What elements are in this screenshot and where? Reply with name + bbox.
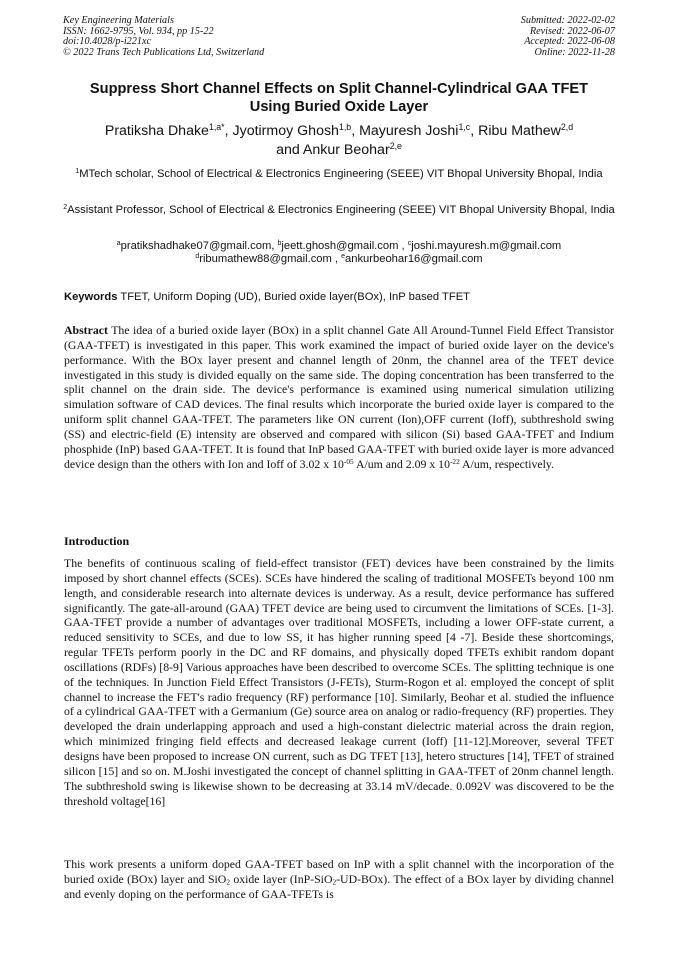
issn-volume: ISSN: 1662-9795, Vol. 934, pp 15-22: [63, 25, 214, 37]
email-line-1: [40, 240, 638, 253]
author-name: Ribu Mathew: [478, 123, 561, 139]
author-separator: ,: [470, 123, 479, 139]
affiliation-1: [60, 167, 618, 181]
journal-name: Key Engineering Materials: [63, 15, 174, 26]
abstract-text: A/um and 2.09 x 10: [353, 456, 450, 471]
introduction-paragraph-2: [64, 857, 614, 902]
paper-title-line-2: Using Buried Oxide Layer: [249, 99, 429, 115]
revised-date: Revised: 2022-06-07: [529, 25, 615, 37]
paragraph-text: This work presents a uniform doped GAA-TFET based on InP with a split channel with the incorporation of the buried oxide (BOx) layer and SiO: [64, 857, 614, 886]
author-name: Mayuresh Joshi: [359, 123, 459, 139]
email-marker: c: [407, 240, 412, 248]
doi: doi:10.4028/p-i221xc: [63, 36, 151, 48]
affiliation-text: MTech scholar, School of Electrical & Electronics Engineering (SEEE) VIT Bhopal University Bhopal, India: [79, 168, 603, 180]
keywords-text: TFET, Uniform Doping (UD), Buried oxide layer(BOx), InP based TFET: [120, 291, 470, 303]
journal-header-left: [63, 16, 264, 58]
exponent: -05: [343, 456, 354, 466]
email-address: ankurbeohar16@gmail.com: [345, 253, 483, 265]
section-heading-introduction: Introduction: [64, 534, 130, 548]
author-affiliation-marker: 2,e: [389, 141, 402, 152]
author-name: Jyotirmoy Ghosh: [232, 123, 339, 139]
email-marker: a: [116, 240, 121, 248]
copyright: © 2022 Trans Tech Publications Ltd, Switzerland: [63, 46, 265, 58]
introduction-paragraph-1: The benefits of continuous scaling of field-effect transistor (FET) devices have been constrained by the limits imposed by short channel effects (SCEs). SCEs have hindered the scaling of traditional MOSFETs beyond 100 nm length, and considerable research into alternate devices is underway. As a result, device performance has suffered significantly. The gate-all-around (GAA) TFET device are being used to circumvent the limitations of SCEs. [1-3]. GAA-TFET provide a number of advantages over traditional MOSFETs, including a lower OFF-state current, a reduced sensitivity to SCEs, and due to low SS, it has higher running speed [4 -7]. Beside these shortcomings, regular TFETs perform poorly in the DC and RF domains, and physically doped TFETs exhibit random dopant oscillations (RDFs) [8-9] Various approaches have been described to overcome SCEs. The splitting technique is one of the techniques. In Junction Field Effect Transistors (J-FETs), Sturm-Rogon et al. employed the concept of split channel to increase the FET's radio frequency (RF) performance [10]. Similarly, Beohar et al. studied the influence of a cylindrical GAA-TFET with a Germanium (Ge) source area on analog or radio-frequency (RF) properties. They developed the drain underlapping approach and used a high-constant dielectric material across the drain region, which minimized fringing field effects and decreased leakage current (Ioff) [11-12].Moreover, several TFET designs have been proposed to increase ON current, such as DG TFET [13], hetero structures [14], TFET of strained silicon [15] and so on. M.Joshi investigated the concept of channel splitting in GAA-TFET of 20nm channel length. The subthreshold swing is likewise shown to be decreasing at 33.14 mV/decade. 0.092V was discovered to be the threshold voltage[16]: [64, 556, 614, 808]
author-name: Pratiksha Dhake: [104, 123, 209, 139]
author-conjunction: and: [276, 142, 303, 158]
author-list: [40, 122, 638, 160]
affiliation-marker: 2: [63, 204, 68, 212]
keywords: [64, 290, 614, 304]
abstract-text: The idea of a buried oxide layer (BOx) in a split channel Gate All Around-Tunnel Field Effect Transistor (GAA-TFET) is investigated in this paper. This work examined the impact of buried oxide layer on the device's performance. With the BOx layer present and channel length of 20nm, the channel area of the TFET device investigated in this study is divided equally on the same side. The doping concentration has been transferred to the split channel on the drain side. The device's performance is examined using numerical simulation utilizing simulation software of CAD devices. The final results which incorporate the buried oxide layer is compared to the uniform split channel GAA-TFET. The parameters like ON current (Ion),OFF current (Ioff), subthreshold swing (SS) and electric-field (E) intensity are observed and compared with silicon (Si) based GAA-TFET and Indium phosphide (InP) based GAA-TFET. It is found that InP based GAA-TFET with buried oxide layer is more advanced device design than the others with Ion and Ioff of 3.02 x 10: [64, 323, 614, 471]
author-separator: ,: [224, 123, 233, 139]
email-marker: d: [195, 253, 200, 261]
subscript: 2: [226, 877, 230, 887]
abstract: [64, 323, 614, 471]
journal-header-right: [521, 16, 615, 58]
email-marker: b: [277, 240, 282, 248]
author-separator: ,: [351, 123, 360, 139]
email-line-2: [40, 253, 638, 266]
affiliation-2: [60, 203, 618, 217]
paper-title: [40, 80, 638, 116]
affiliation-marker: 1: [75, 168, 80, 176]
paper-title-line-1: Suppress Short Channel Effects on Split Channel-Cylindrical GAA TFET: [89, 81, 589, 97]
paragraph-text: oxide layer (InP-SiO: [229, 871, 333, 886]
author-emails: [40, 240, 638, 266]
email-address: joshi.mayuresh.m@gmail.com: [411, 240, 562, 252]
author-affiliation-marker: 1,a*: [208, 122, 225, 133]
keywords-label: Keywords: [64, 291, 118, 303]
submitted-date: Submitted: 2022-02-02: [520, 15, 615, 26]
author-affiliation-marker: 1,c: [458, 122, 471, 133]
accepted-date: Accepted: 2022-06-08: [524, 36, 615, 48]
online-date: Online: 2022-11-28: [534, 46, 615, 58]
email-address: ribumathew88@gmail.com ,: [199, 253, 342, 265]
author-affiliation-marker: 2,d: [560, 122, 574, 133]
affiliation-text: Assistant Professor, School of Electrical & Electronics Engineering (SEEE) VIT Bhopal University Bhopal, India: [67, 204, 615, 216]
subscript: 2: [332, 877, 337, 887]
email-address: jeett.ghosh@gmail.com ,: [281, 240, 405, 252]
abstract-label: Abstract: [64, 323, 108, 337]
exponent: -22: [449, 456, 460, 466]
author-name: Ankur Beohar: [302, 142, 390, 158]
email-marker: e: [341, 253, 346, 261]
email-address: pratikshadhake07@gmail.com,: [120, 240, 278, 252]
paragraph-text: -UD-BOx). The effect of a BOx layer by dividing channel and evenly doping on the performance of GAA-TFETs is: [64, 871, 614, 901]
abstract-text: A/um, respectively.: [459, 456, 554, 471]
author-affiliation-marker: 1,b: [338, 122, 352, 133]
